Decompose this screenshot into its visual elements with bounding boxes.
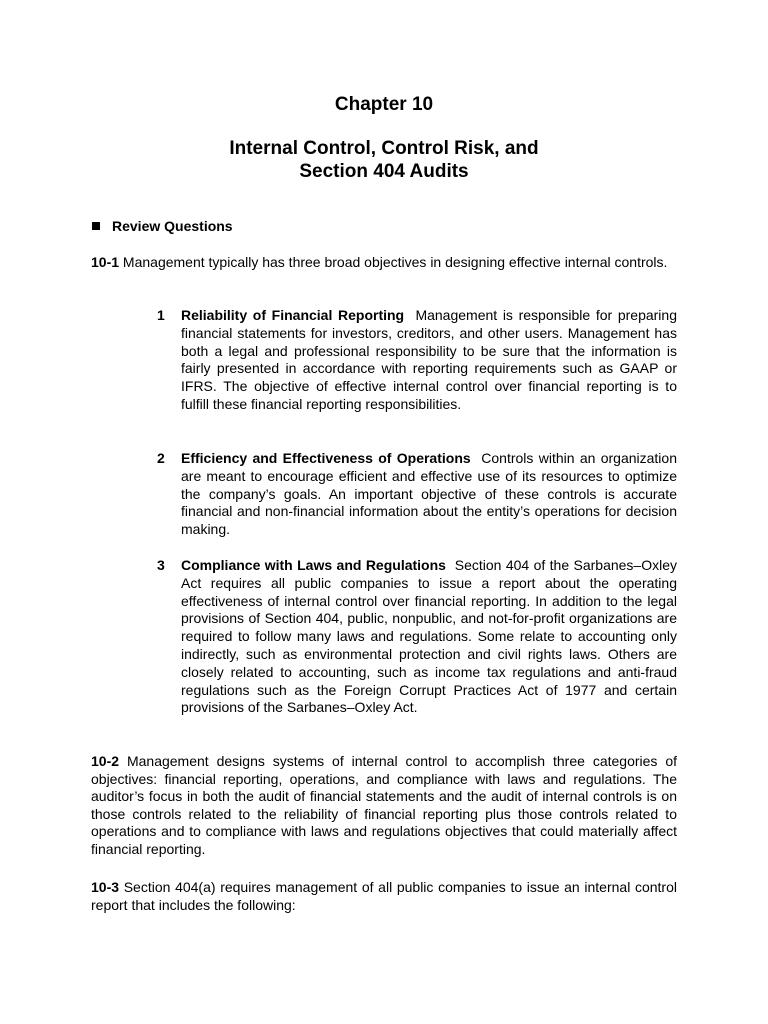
square-bullet-icon — [92, 222, 100, 230]
question-number: 10-1 — [91, 254, 120, 270]
question-10-3 — [91, 879, 677, 914]
question-10-1 — [91, 254, 677, 272]
item-title: Efficiency and Effectiveness of Operations — [181, 450, 471, 466]
objective-item-2 — [157, 450, 677, 539]
chapter-subtitle — [0, 137, 768, 183]
item-title: Compliance with Laws and Regulations — [181, 557, 446, 573]
question-text: Management typically has three broad objectives in designing effective internal controls. — [122, 254, 668, 270]
item-text: Section 404 of the Sarbanes–Oxley Act requires all public companies to issue a report about the operating effectiveness of internal control over financial reporting. In addition to the legal provisions of Section 404, public, nonpublic, and not-for-profit organizations are required to follow many laws and regulations. Some relate to accounting only indirectly, such as environmental protection and civil rights laws. Others are closely related to accounting, such as income tax regulations and anti-fraud regulations such as the Foreign Corrupt Practices Act of 1977 and certain provisions of the Sarbanes–Oxley Act. — [181, 557, 677, 716]
objective-item-3 — [157, 557, 677, 717]
section-heading — [92, 218, 233, 235]
item-number: 1 — [157, 307, 165, 323]
item-number: 3 — [157, 557, 165, 573]
chapter-subtitle-line-2: Section 404 Audits — [299, 161, 469, 182]
objective-item-1 — [157, 307, 677, 414]
item-title: Reliability of Financial Reporting — [181, 307, 405, 323]
item-text: Management is responsible for preparing financial statements for investors, creditors, and other users. Management has both a legal and professional responsibility to be sure that the information is fairly presented in accordance with reporting requirements such as GAAP or IFRS. The objective of effective internal control over financial reporting is to fulfill these financial reporting responsibilities. — [181, 307, 677, 412]
chapter-title: Chapter 10 — [334, 94, 434, 115]
item-number: 2 — [157, 450, 165, 466]
chapter-subtitle-line-1: Internal Control, Control Risk, and — [229, 138, 539, 159]
question-text: Management designs systems of internal control to accomplish three categories of objectives: financial reporting, operations, and compliance with laws and regulations. The auditor’s focus in both the audit of financial statements and the audit of internal controls is on those controls related to the reliability of financial reporting plus those controls related to operations and to compliance with laws and regulations objectives that could materially affect financial reporting. — [91, 753, 678, 857]
section-heading-label: Review Questions — [112, 218, 233, 234]
question-text: Section 404(a) requires management of all public companies to issue an internal control report that includes the following: — [91, 879, 677, 913]
question-number: 10-3 — [91, 879, 120, 895]
question-10-2 — [91, 753, 677, 859]
question-number: 10-2 — [91, 753, 120, 769]
item-text: Controls within an organization are meant to encourage efficient and effective use of its resources to optimize the company’s goals. An important objective of these controls is accurate financial and non-financial information about the entity’s operations for decision making. — [181, 450, 677, 538]
